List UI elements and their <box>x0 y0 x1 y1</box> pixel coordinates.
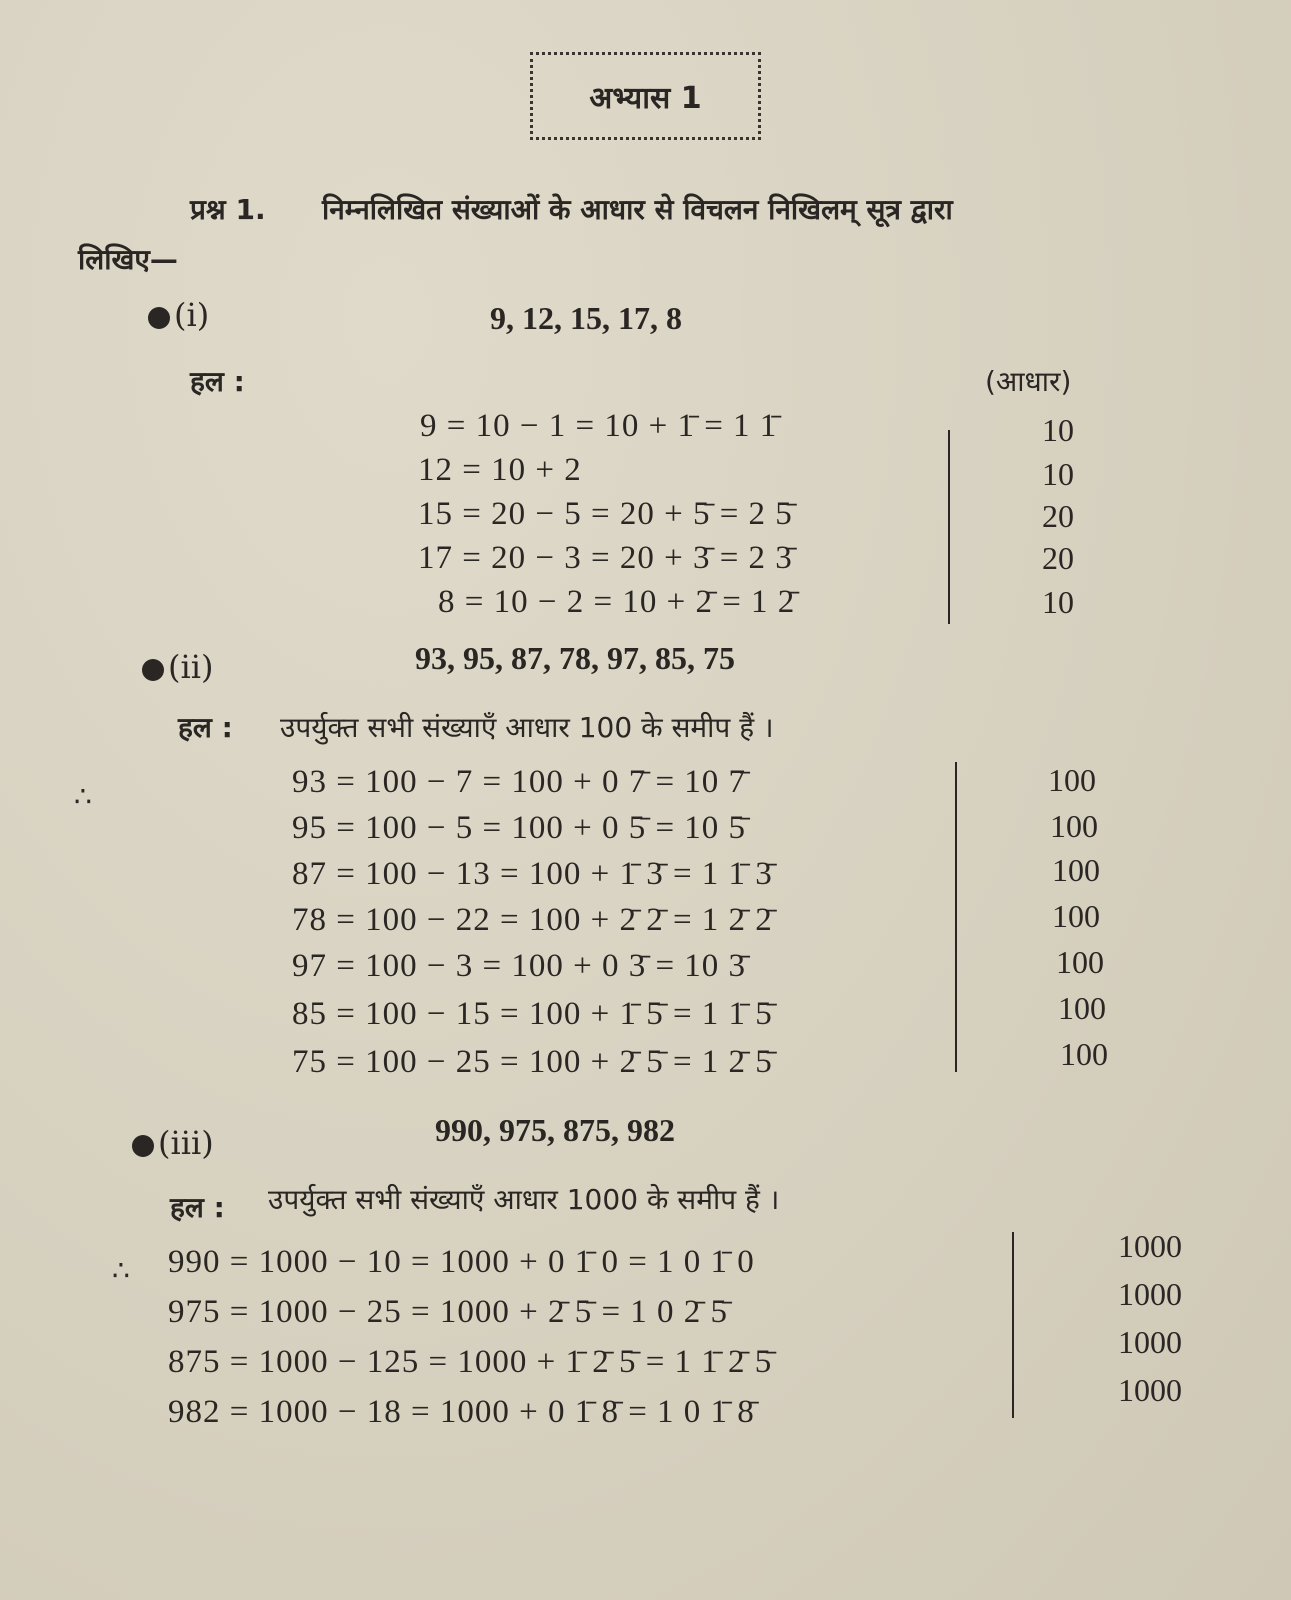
part-i-base-2: 10 <box>1042 456 1074 492</box>
part-i-label-wrap <box>148 296 209 334</box>
part-ii-base-4: 100 <box>1052 898 1100 934</box>
base-header: (आधार) <box>985 365 1072 398</box>
bullet-icon <box>132 1135 154 1157</box>
part-iii-row-2: 975 = 1000 − 25 = 1000 + 2̄ 5̄ = 1 0 2̄ 5̄ <box>168 1294 729 1330</box>
part-ii-row-3: 87 = 100 − 13 = 100 + 1̄ 3̄ = 1 1̄ 3̄ <box>292 856 773 892</box>
question-text-line1: निम्नलिखित संख्याओं के आधार से विचलन निखिलम् सूत्र द्वारा <box>322 193 953 226</box>
part-i-row-4: 17 = 20 − 3 = 20 + 3̄ = 2 3̄ <box>418 540 793 576</box>
part-i-numbers: 9, 12, 15, 17, 8 <box>490 300 682 336</box>
part-ii-label-wrap <box>142 648 213 686</box>
part-iii-base-1: 1000 <box>1118 1228 1182 1264</box>
part-ii-row-4: 78 = 100 − 22 = 100 + 2̄ 2̄ = 1 2̄ 2̄ <box>292 902 773 938</box>
part-iii-row-1: 990 = 1000 − 10 = 1000 + 0 1̄ 0 = 1 0 1̄ 0 <box>168 1244 755 1280</box>
part-iii-solution-label: हल : <box>170 1191 225 1224</box>
part-ii-base-1: 100 <box>1048 762 1096 798</box>
part-ii-base-5: 100 <box>1056 944 1104 980</box>
part-i-base-3: 20 <box>1042 498 1074 534</box>
part-i-base-1: 10 <box>1042 412 1074 448</box>
exercise-title: अभ्यास 1 <box>589 80 702 116</box>
part-i-row-2: 12 = 10 + 2 <box>418 452 582 488</box>
part-ii-numbers: 93, 95, 87, 78, 97, 85, 75 <box>415 640 735 676</box>
part-i-solution-label: हल : <box>190 365 245 398</box>
part-i-label: (i) <box>174 296 210 334</box>
part-iii-label-wrap <box>132 1124 214 1162</box>
part-ii-base-3: 100 <box>1052 852 1100 888</box>
part-iii-base-4: 1000 <box>1118 1372 1182 1408</box>
part-ii-base-6: 100 <box>1058 990 1106 1026</box>
divider-line <box>955 762 957 1072</box>
part-i-base-5: 10 <box>1042 584 1074 620</box>
part-i-base-4: 20 <box>1042 540 1074 576</box>
part-ii-solution-text: उपर्युक्त सभी संख्याएँ आधार 100 के समीप हैं । <box>280 711 774 744</box>
question-text-line2: लिखिए— <box>78 243 178 276</box>
part-ii-base-2: 100 <box>1050 808 1098 844</box>
part-iii-base-3: 1000 <box>1118 1324 1182 1360</box>
part-ii-row-5: 97 = 100 − 3 = 100 + 0 3̄ = 10 3̄ <box>292 948 747 984</box>
part-ii-base-7: 100 <box>1060 1036 1108 1072</box>
part-ii-row-1: 93 = 100 − 7 = 100 + 0 7̄ = 10 7̄ <box>292 764 747 800</box>
exercise-title-box <box>530 52 761 140</box>
therefore-icon: ∴ <box>112 1254 130 1287</box>
part-ii-row-2: 95 = 100 − 5 = 100 + 0 5̄ = 10 5̄ <box>292 810 747 846</box>
part-ii-label: (ii) <box>168 648 214 686</box>
bullet-icon <box>142 659 164 681</box>
part-iii-row-3: 875 = 1000 − 125 = 1000 + 1̄ 2̄ 5̄ = 1 1̄ 2̄ 5̄ <box>168 1344 773 1380</box>
part-iii-row-4: 982 = 1000 − 18 = 1000 + 0 1̄ 8̄ = 1 0 1̄ 8̄ <box>168 1394 755 1430</box>
part-iii-base-2: 1000 <box>1118 1276 1182 1312</box>
part-ii-solution-label: हल : <box>178 711 233 744</box>
part-iii-solution-text: उपर्युक्त सभी संख्याएँ आधार 1000 के समीप हैं । <box>268 1183 780 1216</box>
part-iii-label: (iii) <box>158 1124 214 1162</box>
question-label: प्रश्न 1. <box>190 193 266 226</box>
part-i-row-1: 9 = 10 − 1 = 10 + 1̄ = 1 1̄ <box>420 408 778 444</box>
bullet-icon <box>148 307 170 329</box>
divider-line <box>948 430 950 624</box>
part-iii-numbers: 990, 975, 875, 982 <box>435 1112 675 1148</box>
part-i-row-5: 8 = 10 − 2 = 10 + 2̄ = 1 2̄ <box>438 584 796 620</box>
part-i-row-3: 15 = 20 − 5 = 20 + 5̄ = 2 5̄ <box>418 496 793 532</box>
divider-line <box>1012 1232 1014 1418</box>
part-ii-row-7: 75 = 100 − 25 = 100 + 2̄ 5̄ = 1 2̄ 5̄ <box>292 1044 773 1080</box>
part-ii-row-6: 85 = 100 − 15 = 100 + 1̄ 5̄ = 1 1̄ 5̄ <box>292 996 773 1032</box>
therefore-icon: ∴ <box>74 780 92 813</box>
